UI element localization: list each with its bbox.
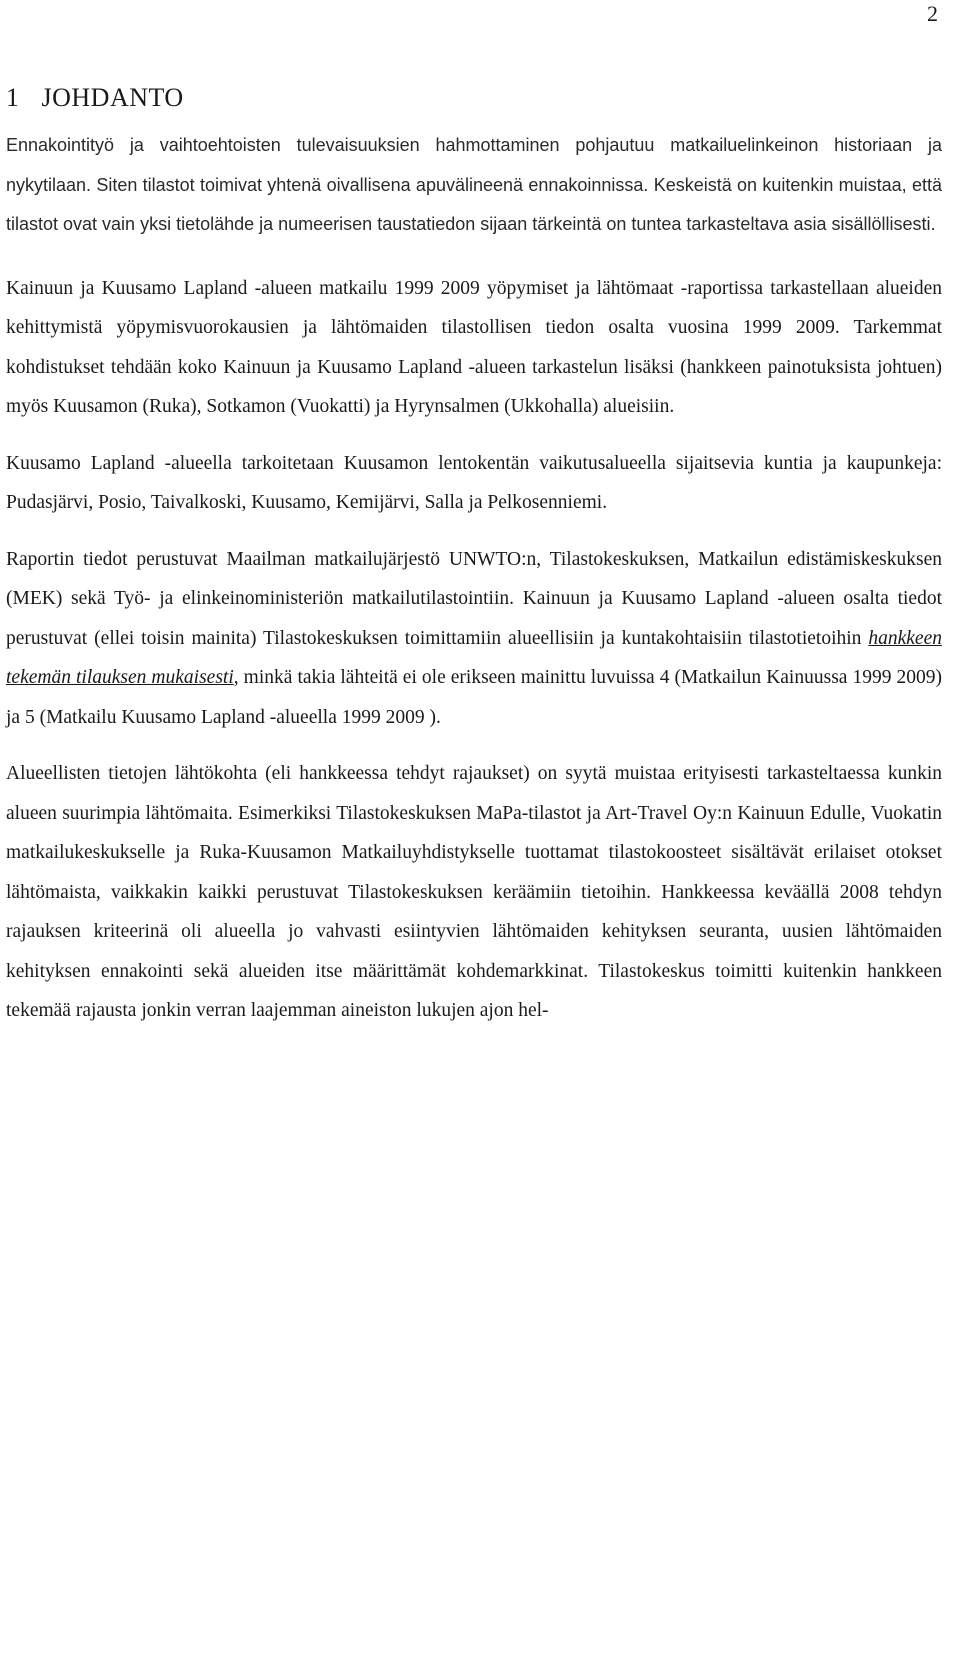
section-heading [6,78,942,118]
section-number: 1 [6,83,20,112]
paragraph-regional-data: Alueellisten tietojen lähtökohta (eli hankkeessa tehdyt rajaukset) on syytä muistaa erityisesti tarkasteltaessa kunkin alueen suurimpia lähtömaita. Esimerkiksi Tilastokeskuksen MaPa-tilastot ja Art-Travel Oy:n Kainuun Edulle, Vuokatin matkailukeskukselle ja Ruka-Kuusamon Matkailuyhdistykselle tuottamat tilastokoosteet sisältävät erilaiset otokset lähtömaista, vaikkakin kaikki perustuvat Tilastokeskuksen keräämiin tietoihin. Hankkeessa keväällä 2008 tehdyn rajauksen kriteerinä oli alueella jo vahvasti esiintyvien lähtömaiden kehityksen seuranta, uusien lähtömaiden kehityksen ennakointi sekä alueiden itse määrittämät kohdemarkkinat. Tilastokeskus toimitti kuitenkin hankkeen tekemää rajausta jonkin verran laajemman aineiston lukujen ajon hel- [6,763,942,1021]
page-number: 2 [927,1,938,26]
paragraph-report-scope: Kainuun ja Kuusamo Lapland -alueen matkailu 1999 2009 yöpymiset ja lähtömaat -raportissa tarkastellaan alueiden kehittymistä yöpymisvuorokausien ja lähtömaiden tilastollisen tiedon osalta vuosina 1999 2009. Tarkemmat kohdistukset tehdään koko Kainuun ja Kuusamo Lapland -alueen tarkastelun lisäksi (hankkeen painotuksista johtuen) myös Kuusamon (Ruka), Sotkamon (Vuokatti) ja Hyrynsalmen (Ukkohalla) alueisiin. [6,277,942,417]
data-sources-text-2: , minkä takia lähteitä ei ole erikseen mainittu luvuissa 4 (Matkailun Kainuussa 1999 2009) ja 5 (Matkailu Kuusamo Lapland -alueella 1999 2009 ). [6,667,942,728]
data-sources-text-1: Raportin tiedot perustuvat Maailman matkailujärjestö UNWTO:n, Tilastokeskuksen, Matkailun edistämiskeskuksen (MEK) sekä Työ- ja elinkeinoministeriön matkailutilastointiin. Kainuun ja Kuusamo Lapland -alueen osalta tiedot perustuvat (ellei toisin mainita) Tilastokeskuksen toimittamiin alueellisiin ja kuntakohtaisiin tilastotietoihin [6,548,942,649]
data-sources-italic: hankkeen tekemän tilauksen mukaisesti [6,627,942,688]
paragraph-kuusamo-lapland: Kuusamo Lapland -alueella tarkoitetaan Kuusamon lentokentän vaikutusalueella sijaitsevia kuntia ja kaupunkeja: Pudasjärvi, Posio, Taivalkoski, Kuusamo, Kemijärvi, Salla ja Pelkosenniemi. [6,452,942,513]
paragraph-data-sources [6,540,942,738]
section-title: JOHDANTO [41,83,184,112]
paragraph-intro: Ennakointityö ja vaihtoehtoisten tulevaisuuksien hahmottaminen pohjautuu matkailuelinkeinon historiaan ja nykytilaan. Siten tilastot toimivat yhtenä oivallisena apuvälineenä ennakoinnissa. Keskeistä on kuitenkin muistaa, että tilastot ovat vain yksi tietolähde ja numeerisen taustatiedon sijaan tärkeintä on tuntea tarkasteltava asia sisällöllisesti. [6,135,942,234]
document-body [6,78,942,1031]
